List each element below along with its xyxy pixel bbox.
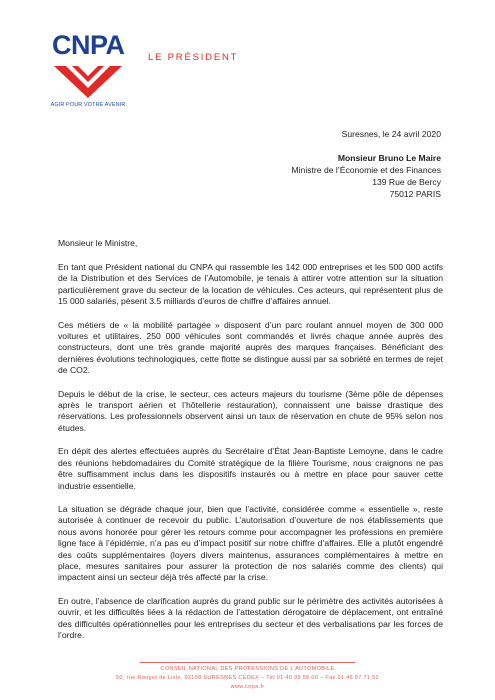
logo-text: CNPA [52, 30, 125, 60]
letter-date: Suresnes, le 24 avril 2020 [341, 129, 441, 139]
footer [0, 665, 495, 692]
cnpa-logo [48, 30, 128, 110]
paragraph: La situation se dégrade chaque jour, bien que l’activité, considérée comme « essentielle », reste autorisée à continuer de recevoir du public. L’autorisation d’ouverture de nos établissements que nous avons honorée pour gérer les retours comme pour accompagner les professions en première ligne face à l’épidémie, n’a pas eu d’impact positif sur notre chiffre d’affaires. Elle a plutôt engendré des coûts supplémentaires (loyers divers maintenus, assurances complémentaires à mettre en place, mesures sanitaires pour assurer la protection de nos salariés comme des clients) qui impactent ainsi un secteur déjà très affecté par la crise. [58, 503, 443, 583]
letter-body [58, 262, 443, 653]
paragraph: Ces métiers de « la mobilité partagée » disposent d’un parc roulant annuel moyen de 300 000 voitures et utilitaires. 250 000 véhicules sont commandés et livrés chaque année auprès des constructeurs, dont une très grande majorité auprès des marques françaises. Bénéficiant des dernières évolutions technologiques, cette flotte se distingue aussi par sa sobriété en termes de rejet de CO2. [58, 319, 443, 376]
recipient-name: Monsieur Bruno Le Maire [337, 153, 441, 163]
paragraph: En dépit des alertes effectuées auprès du Secrétaire d’État Jean-Baptiste Lemoyne, dans le cadre des réunions hebdomadaires du Comité stratégique de la filière Tourisme, nous craignons ne pas être suffisamment inclus dans les dispositifs instaurés ou à mettre en place pour sauver cette industrie essentielle. [58, 446, 443, 491]
recipient-block [291, 152, 441, 200]
recipient-line-3: 75012 PARIS [389, 189, 441, 199]
logo-tagline: AGIR POUR VOTRE AVENIR [50, 102, 126, 108]
recipient-line-1: Ministre de l’Économie et des Finances [291, 165, 441, 175]
salutation: Monsieur le Ministre, [58, 238, 138, 248]
footer-divider [140, 662, 355, 663]
letterhead-title: LE PRÉSIDENT [148, 52, 239, 63]
paragraph: En tant que Président national du CNPA qui rassemble les 142 000 entreprises et les 500 000 actifs de la Distribution et des Services de l’Automobile, je tenais à attirer votre attention sur la situation particulièrement grave du secteur de la location de véhicules. Ces acteurs, qui représentent plus de 15 000 salariés, pèsent 3.5 milliards d’euros de chiffre d’affaires annuel. [58, 262, 443, 307]
footer-address: 50, rue Rouget de Lisle, 92158 SURESNES CEDEX – Tél 01 40 99 55 00 – Fax 01 46 97 71 52 [116, 675, 379, 681]
paragraph: En outre, l’absence de clarification auprès du grand public sur le périmètre des activités autorisées à ouvrir, et les difficultés liées à la rédaction de l’attestation dérogatoire de déplacement, ont entraîné des difficultés opérationnelles pour les entreprises du secteur et des verbalisations par les forces de l’ordre. [58, 595, 443, 640]
footer-website[interactable]: www.cnpa.fr [230, 684, 265, 690]
recipient-line-2: 139 Rue de Bercy [372, 177, 441, 187]
paragraph: Depuis le début de la crise, le secteur, ces acteurs majeurs du tourisme (3ème pôle de dépenses après le transport aérien et l’hôtellerie restauration), connaissent une baisse drastique des réservations. Les professionnels observent ainsi un taux de réservation en chute de 95% selon nos études. [58, 388, 443, 433]
footer-org: CONSEIL NATIONAL DES PROFESSIONS DE L’AUTOMOBILE [160, 666, 335, 672]
